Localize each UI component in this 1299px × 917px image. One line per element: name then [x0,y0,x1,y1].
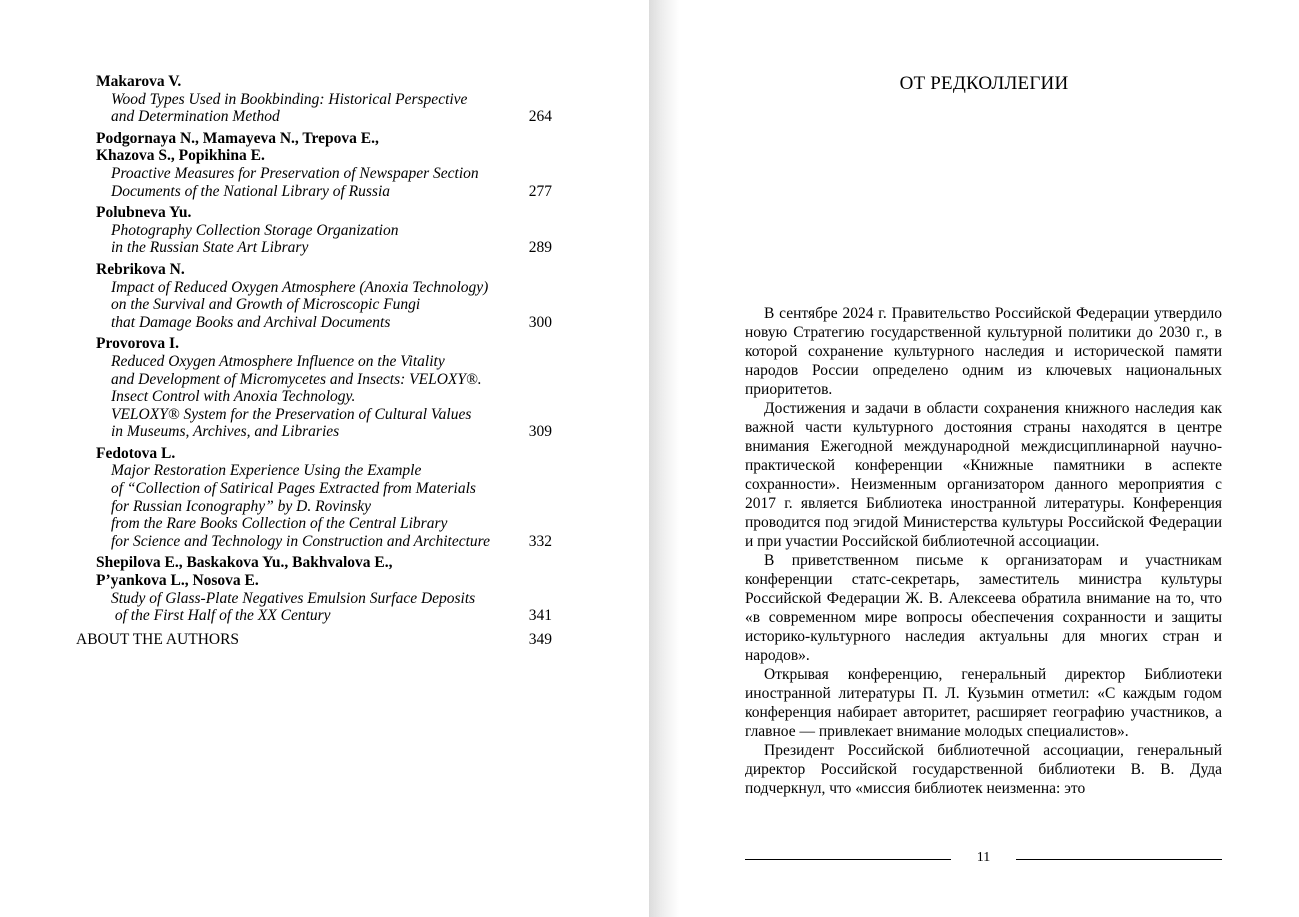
toc-entry[interactable] [76,204,556,257]
toc-title-line: from the Rare Books Collection of the Central Library [111,515,448,533]
toc-title-line: for Science and Technology in Construction and Architecture [111,532,490,550]
toc-title-line: Documents of the National Library of Russia [111,182,390,200]
toc-page-number: 332 [528,532,552,550]
toc-entry[interactable] [76,130,556,200]
page-number: 11 [976,850,991,865]
toc-page-number: 341 [528,607,552,625]
toc-page-number: 349 [528,630,552,648]
footer-divider [745,859,951,860]
toc-title [76,590,556,625]
toc-title-line: Study of Glass-Plate Negatives Emulsion Surface Deposits [111,589,476,607]
toc-page-number: 300 [528,313,552,331]
book-gutter-shadow [649,0,679,917]
paragraph: Президент Российской библиотечной ассоциации, генеральный директор Российской государственной библиотеки В. В. Дуда подчеркнул, что «миссия библиотек неизменна: это [745,742,1222,797]
toc-entry[interactable] [76,73,556,126]
toc-author-line: Provorova I. [96,335,179,353]
toc-title-line: Major Restoration Experience Using the Example [111,462,422,480]
toc-author-line: Polubneva Yu. [96,204,192,222]
toc-title-line: in the Russian State Art Library [111,239,309,257]
paragraph: Достижения и задачи в области сохранения книжного наследия как важной части культурного достояния страны находятся в центре внимания Ежегодной международной междисциплинарной научно-практической конференции «Книжные памятники в аспекте сохранности». Неизменным организатором данного мероприятия с 2017 г. является Библиотека иностранной литературы. Конференция проводится под эгидой Министерства культуры Российской Федерации и при участии Российской библиотечной ассоциации. [745,400,1222,550]
toc-entry[interactable] [76,261,556,331]
toc-title-line: Wood Types Used in Bookbinding: Historical Perspective [111,90,468,108]
toc-title [76,222,556,257]
paragraph: В приветственном письме к организаторам и участникам конференции статс-секретарь, заместитель министра культуры Российской Федерации Ж. В. Алексеева обратила внимание на то, что «в современном мире вопросы обеспечения сохранности и защиты историко-культурного наследия актуальны для многих стран и народов». [745,552,1222,664]
toc-title-line: Reduced Oxygen Atmosphere Influence on the Vitality [111,352,445,370]
toc-author-line: Khazova S., Popikhina E. [96,147,265,165]
toc-page-number: 289 [528,239,552,257]
toc-page-number: 309 [528,423,552,441]
toc-authors [76,73,556,91]
toc-author-line: P’yankova L., Nosova E. [96,572,259,590]
toc-author-line: Makarova V. [96,73,182,90]
toc-authors [76,261,556,279]
toc-title [76,91,556,126]
right-page [679,0,1299,917]
toc-title-line: Photography Collection Storage Organization [111,221,399,239]
editorial-body [745,304,1222,798]
toc-title-line: that Damage Books and Archival Documents [111,313,391,331]
paragraph: Открывая конференцию, генеральный директор Библиотеки иностранной литературы П. Л. Кузьмин отметил: «С каждым годом конференция набирает авторитет, расширяет географию участников, а главное — привлекает внимание молодых специалистов». [745,666,1222,740]
toc-authors [76,335,556,353]
toc-entry[interactable] [76,335,556,441]
toc-title [76,462,556,550]
toc-title-line: and Development of Micromycetes and Insects: VELOXY®. [111,370,482,388]
toc-title [76,279,556,332]
toc-title-line: of “Collection of Satirical Pages Extracted from Materials [111,480,476,498]
toc-authors [76,554,556,589]
toc-title-line: in Museums, Archives, and Libraries [111,423,340,441]
toc-title-line: Impact of Reduced Oxygen Atmosphere (Anoxia Technology) [111,278,489,296]
toc-author-line: Fedotova L. [96,444,176,462]
toc-page-number: 277 [528,182,552,200]
left-page [0,0,649,917]
page-title: ОТ РЕДКОЛЛЕГИИ [899,73,1069,94]
toc-author-line: Rebrikova N. [96,260,185,278]
toc-author-line: Shepilova E., Baskakova Yu., Bakhvalova E., [96,554,393,572]
toc-title-line: VELOXY® System for the Preservation of Cultural Values [111,405,472,423]
toc-author-line: Podgornaya N., Mamayeva N., Trepova E., [96,129,379,147]
toc-title-line: of the First Half of the XX Century [111,607,331,625]
toc-entry[interactable] [76,554,556,624]
toc-authors [76,130,556,165]
paragraph: В сентябре 2024 г. Правительство Российской Федерации утвердило новую Стратегию государственной культурной политики до 2030 г., в которой сохранение культурного наследия и исторической памяти народов России определено одним из ключевых национальных приоритетов. [745,305,1222,398]
toc-entry[interactable] [76,445,556,551]
toc-title [76,353,556,441]
toc-authors [76,445,556,463]
toc-title [76,165,556,200]
toc-title-line: Insect Control with Anoxia Technology. [111,388,356,406]
toc-authors [76,204,556,222]
toc-title-line: on the Survival and Growth of Microscopic Fungi [111,296,421,314]
table-of-contents [76,73,556,648]
toc-about-authors[interactable] [76,631,556,649]
toc-title-line: and Determination Method [111,108,280,126]
footer-divider [1016,859,1222,860]
toc-about-label: ABOUT THE AUTHORS [76,630,240,648]
toc-title-line: for Russian Iconography” by D. Rovinsky [111,497,372,515]
toc-title-line: Proactive Measures for Preservation of Newspaper Section [111,164,479,182]
toc-page-number: 264 [528,108,552,126]
